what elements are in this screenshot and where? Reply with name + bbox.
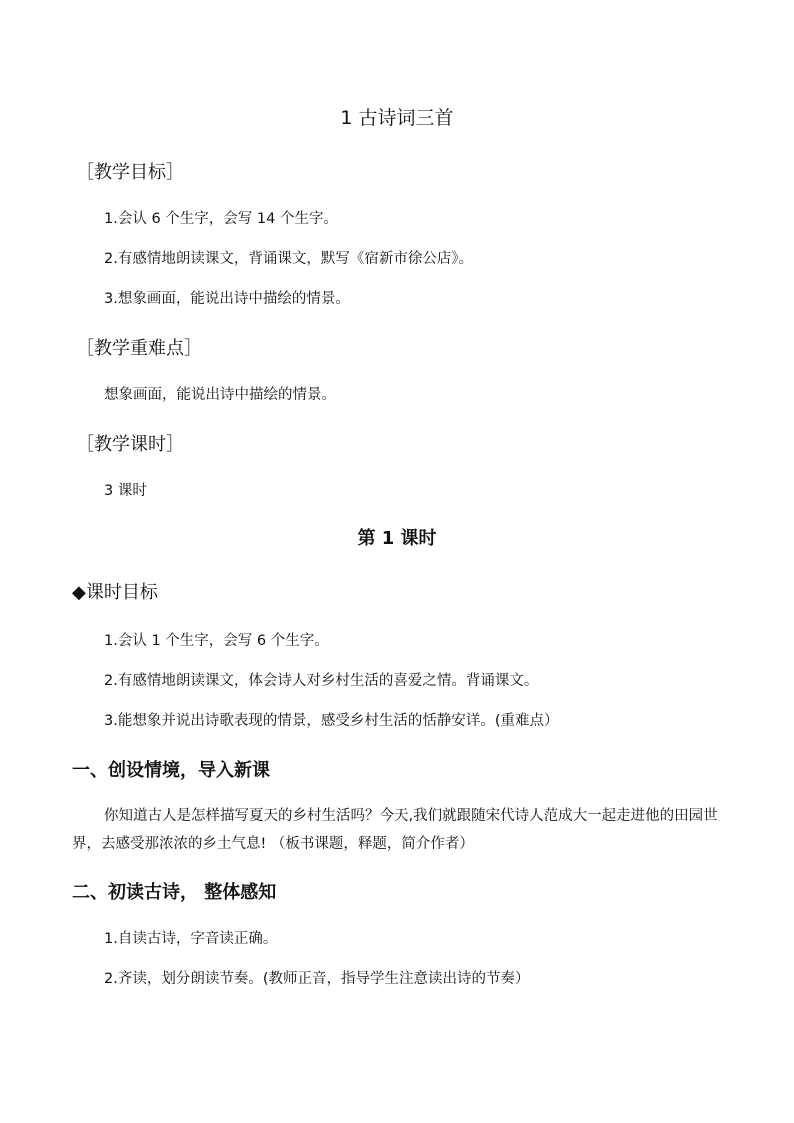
- periods-text: 3 课时: [104, 483, 147, 499]
- teaching-goal-item: 1.会认 6 个生字，会写 14 个生字。: [104, 211, 338, 227]
- lesson-goal-item: 1.会认 1 个生字，会写 6 个生字。: [104, 633, 329, 649]
- key-points-heading: ［教学重难点］: [76, 338, 202, 359]
- part-two-heading: 二、初读古诗， 整体感知: [72, 882, 277, 903]
- teaching-goal-item: 2.有感情地朗读课文，背诵课文，默写《宿新市徐公店》。: [104, 251, 474, 267]
- part-one-paragraph: 你知道古人是怎样描写夏天的乡村生活吗？今天,我们就跟随宋代诗人范成大一起走进他的田园世界，去感受那浓浓的乡土气息! （板书课题，释题，简介作者）: [72, 808, 718, 852]
- lesson-title: 第 1 课时: [357, 528, 437, 549]
- teaching-goal-item: 3.想象画面，能说出诗中描绘的情景。: [104, 291, 350, 307]
- part-two-item: 2.齐读，划分朗读节奏。(教师正音，指导学生注意读出诗的节奏）: [104, 971, 530, 987]
- lesson-goal-item: 3.能想象并说出诗歌表现的情景，感受乡村生活的恬静安详。(重难点）: [104, 713, 559, 729]
- periods-heading: ［教学课时］: [76, 434, 184, 455]
- lesson-goals-heading: ◆课时目标: [72, 582, 158, 603]
- part-two-item: 1.自读古诗，字音读正确。: [104, 931, 278, 947]
- part-one-heading: 一、创设情境，导入新课: [72, 760, 270, 781]
- document-title: 1 古诗词三首: [340, 107, 454, 129]
- key-points-text: 想象画面，能说出诗中描绘的情景。: [104, 387, 336, 403]
- lesson-goal-item: 2.有感情地朗读课文，体会诗人对乡村生活的喜爱之情。背诵课文。: [104, 673, 539, 689]
- teaching-goals-heading: ［教学目标］: [76, 162, 184, 183]
